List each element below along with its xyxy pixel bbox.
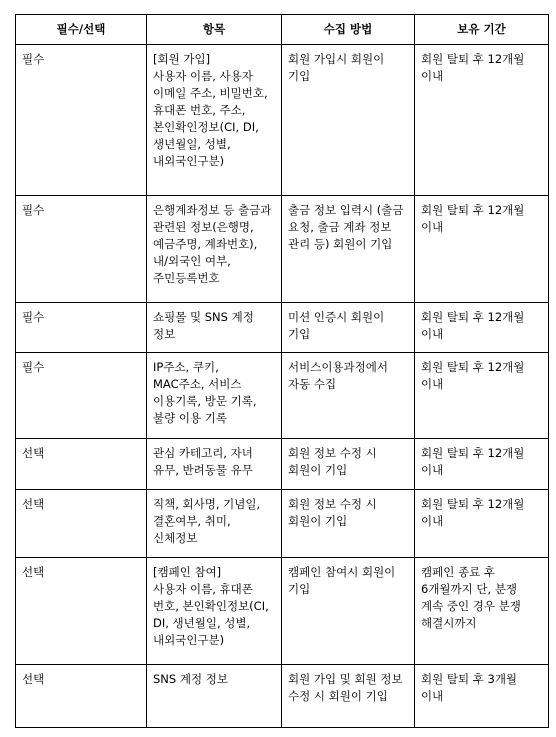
cell-period: 회원 탈퇴 후 3개월 이내: [415, 665, 549, 728]
table-row: [16, 196, 549, 303]
table-header-row: [16, 15, 549, 45]
table-row: [16, 303, 549, 353]
cell-type: 선택: [16, 490, 147, 558]
cell-period: 회원 탈퇴 후 12개월 이내: [415, 196, 549, 303]
cell-method: 회원 정보 수정 시 회원이 기입: [282, 490, 415, 558]
cell-method: 출금 정보 입력시 (출금 요청, 출금 계좌 정보 관리 등) 회원이 기입: [282, 196, 415, 303]
table-row: [16, 45, 549, 196]
header-retention-period: 보유 기간: [415, 15, 549, 45]
cell-method: 회원 정보 수정 시 회원이 기입: [282, 439, 415, 490]
cell-items: IP주소, 쿠키, MAC주소, 서비스 이용기록, 방문 기록, 불량 이용 기록: [147, 353, 282, 439]
cell-items: 관심 카테고리, 자녀 유무, 반려동물 유무: [147, 439, 282, 490]
cell-method: 회원 가입 및 회원 정보 수정 시 회원이 기입: [282, 665, 415, 728]
cell-method: 회원 가입시 회원이 기입: [282, 45, 415, 196]
cell-items: 은행계좌정보 등 출금과 관련된 정보(은행명, 예금주명, 계좌번호), 내/외국인 여부, 주민등록번호: [147, 196, 282, 303]
cell-period: 캠페인 종료 후 6개월까지 단, 분쟁 계속 중인 경우 분쟁 해결시까지: [415, 558, 549, 665]
header-collection-method: 수집 방법: [282, 15, 415, 45]
cell-period: 회원 탈퇴 후 12개월 이내: [415, 45, 549, 196]
cell-period: 회원 탈퇴 후 12개월 이내: [415, 490, 549, 558]
cell-type: 필수: [16, 45, 147, 196]
table-row: [16, 558, 549, 665]
cell-items: 직책, 회사명, 기념일, 결혼여부, 취미, 신체정보: [147, 490, 282, 558]
cell-period: 회원 탈퇴 후 12개월 이내: [415, 439, 549, 490]
table-row: [16, 353, 549, 439]
cell-items: [회원 가입] 사용자 이름, 사용자 이메일 주소, 비밀번호, 휴대폰 번호, 주소, 본인확인정보(CI, DI, 생년월일, 성별, 내외국인구분): [147, 45, 282, 196]
cell-type: 필수: [16, 303, 147, 353]
cell-period: 회원 탈퇴 후 12개월 이내: [415, 353, 549, 439]
cell-type: 선택: [16, 558, 147, 665]
cell-items: 쇼핑몰 및 SNS 계정 정보: [147, 303, 282, 353]
cell-method: 서비스이용과정에서 자동 수집: [282, 353, 415, 439]
table-row: [16, 439, 549, 490]
cell-type: 선택: [16, 439, 147, 490]
cell-items: [캠페인 참여] 사용자 이름, 휴대폰 번호, 본인확인정보(CI, DI, 생년월일, 성별, 내외국인구분): [147, 558, 282, 665]
cell-method: 미션 인증시 회원이 기입: [282, 303, 415, 353]
cell-period: 회원 탈퇴 후 12개월 이내: [415, 303, 549, 353]
privacy-data-table: [15, 14, 549, 728]
table-row: [16, 665, 549, 728]
cell-method: 캠페인 참여시 회원이 기입: [282, 558, 415, 665]
table-row: [16, 490, 549, 558]
cell-type: 선택: [16, 665, 147, 728]
header-items: 항목: [147, 15, 282, 45]
cell-type: 필수: [16, 353, 147, 439]
cell-type: 필수: [16, 196, 147, 303]
cell-items: SNS 계정 정보: [147, 665, 282, 728]
header-required-optional: 필수/선택: [16, 15, 147, 45]
